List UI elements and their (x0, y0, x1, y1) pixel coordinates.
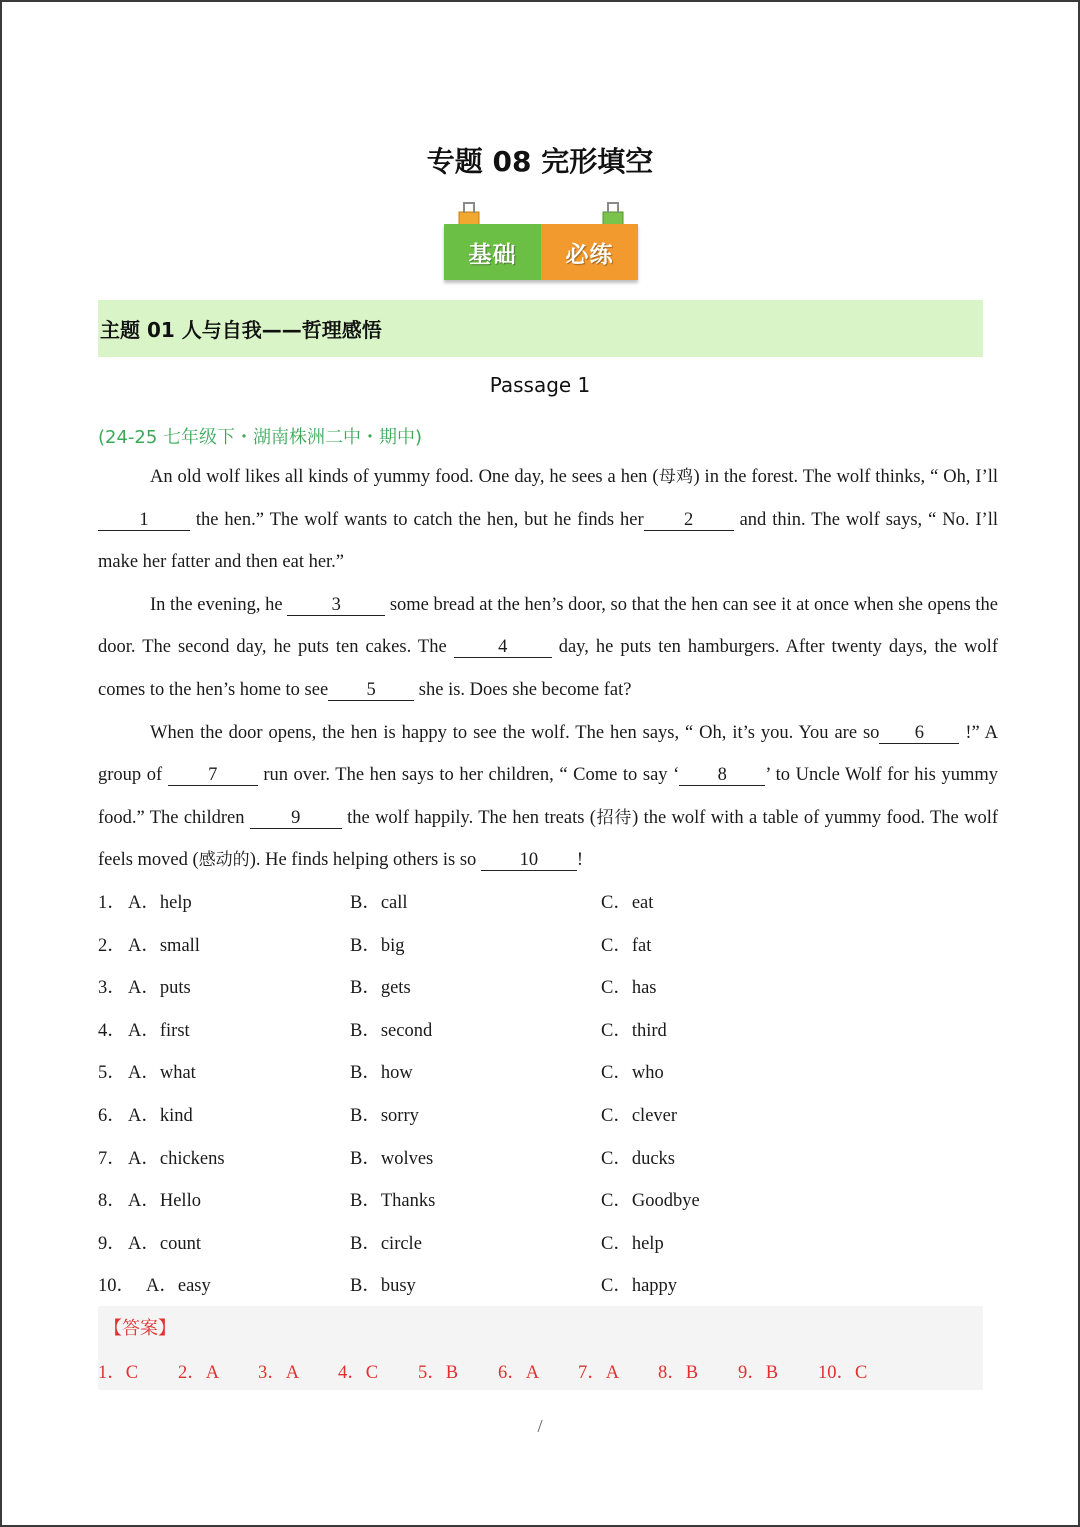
option-b[interactable]: B．Thanks (350, 1191, 436, 1212)
question-row (98, 1180, 998, 1223)
question-number: 8． (98, 1191, 126, 1212)
passage-text: When the door opens, the hen is happy to see the wolf. The hen says, “ Oh, it’s you. You are so (150, 722, 880, 743)
question-row (98, 967, 998, 1010)
answer-item: 9．B (738, 1363, 779, 1383)
topic-heading (98, 300, 983, 357)
answer-label: 【答案】 (104, 1318, 176, 1339)
option-a[interactable]: A．Hello (128, 1191, 201, 1212)
option-b[interactable]: B．gets (350, 978, 411, 999)
answer-item: 2．A (178, 1363, 220, 1383)
passage-gloss: 母鸡 (658, 467, 694, 487)
answer-item: 10．C (818, 1363, 868, 1383)
option-c[interactable]: C．eat (601, 893, 654, 913)
option-a[interactable]: A．small (128, 935, 200, 956)
option-a[interactable]: A．help (128, 893, 192, 913)
option-c[interactable]: C．fat (601, 935, 652, 956)
passage-title: Passage 1 (489, 373, 591, 397)
badge-right-text: 必练 (541, 224, 638, 280)
answer-item: 8．B (658, 1363, 699, 1383)
question-row (98, 1010, 998, 1053)
passage-text: ! (576, 850, 584, 871)
blank-3[interactable]: 3 (287, 595, 385, 616)
passage-text: ) the wolf with a table of yummy food. The wolf feels moved ( (98, 807, 998, 871)
option-c[interactable]: C．Goodbye (601, 1191, 700, 1212)
passage-text: In the evening, he (150, 594, 288, 615)
option-a[interactable]: A．count (128, 1233, 201, 1254)
blank-6[interactable]: 6 (879, 723, 959, 744)
option-a[interactable]: A．easy (146, 1276, 211, 1297)
option-b[interactable]: B．busy (350, 1276, 416, 1297)
passage-text: ). He finds helping others is so (249, 850, 481, 871)
page-number: / (537, 1416, 543, 1436)
passage-text: ) in the forest. The wolf thinks, “ Oh, I’ll (693, 467, 999, 487)
question-number: 3． (98, 978, 126, 999)
option-a[interactable]: A．what (128, 1063, 196, 1084)
passage-text: ’ to Uncle Wolf for his yummy food.” The children (98, 765, 998, 828)
option-c[interactable]: C．third (601, 1020, 667, 1041)
blank-8[interactable]: 8 (679, 765, 765, 786)
blank-1[interactable]: 1 (98, 510, 190, 531)
answer-item: 7．A (578, 1363, 620, 1383)
option-a[interactable]: A．puts (128, 978, 191, 999)
question-number: 4． (98, 1020, 126, 1041)
answer-panel (98, 1306, 983, 1390)
option-c[interactable]: C．happy (601, 1276, 678, 1297)
option-b[interactable]: B．wolves (350, 1148, 434, 1169)
answer-item: 4．C (338, 1363, 379, 1383)
paragraph-1 (98, 456, 998, 584)
basic-practice-badge (444, 200, 638, 282)
passage-text: and thin. The wolf says, “ No. I’ll make her fatter and then eat her.” (98, 509, 998, 573)
passage-gloss: 招待 (595, 807, 633, 828)
answer-item: 5．B (418, 1363, 459, 1383)
option-c[interactable]: C．who (601, 1063, 664, 1084)
badge-plate (444, 224, 638, 280)
passage-gloss: 感动的 (198, 850, 250, 871)
question-row (98, 1223, 998, 1266)
passage-body (98, 456, 998, 882)
option-a[interactable]: A．first (128, 1020, 190, 1041)
question-number: 5． (98, 1063, 126, 1084)
question-number: 6． (98, 1105, 126, 1126)
passage-text: !” A group of (98, 722, 998, 786)
blank-7[interactable]: 7 (168, 765, 258, 786)
option-c[interactable]: C．has (601, 978, 657, 999)
option-c[interactable]: C．help (601, 1233, 664, 1254)
option-b[interactable]: B．how (350, 1063, 413, 1084)
question-number: 2． (98, 935, 126, 956)
option-a[interactable]: A．kind (128, 1105, 193, 1126)
topic-text: 主题 01 人与自我——哲理感悟 (100, 318, 382, 342)
blank-5[interactable]: 5 (328, 680, 414, 701)
question-row (98, 1095, 998, 1138)
question-row (98, 1138, 998, 1181)
page-title: 专题 08 完形填空 (426, 145, 654, 178)
blank-2[interactable]: 2 (644, 510, 734, 531)
option-b[interactable]: B．call (350, 893, 408, 913)
blank-4[interactable]: 4 (454, 637, 552, 658)
option-b[interactable]: B．sorry (350, 1105, 419, 1126)
question-options (98, 882, 998, 1308)
question-number: 7． (98, 1148, 126, 1169)
option-c[interactable]: C．clever (601, 1105, 678, 1126)
passage-text: the wolf happily. The hen treats ( (341, 807, 596, 828)
answer-list (98, 1358, 983, 1384)
question-number: 10． (98, 1276, 136, 1297)
question-number: 1． (98, 893, 126, 913)
passage-text: An old wolf likes all kinds of yummy food. One day, he sees a hen ( (150, 467, 659, 487)
badge-left-text: 基础 (444, 224, 541, 280)
passage-text: the hen.” The wolf wants to catch the hen, but he finds her (190, 509, 644, 530)
passage-text: day, he puts ten hamburgers. After twenty days, the wolf comes to the hen’s home to see (98, 637, 998, 700)
paragraph-2 (98, 584, 998, 712)
option-b[interactable]: B．circle (350, 1233, 422, 1254)
passage-text: some bread at the hen’s door, so that the hen can see it at once when she opens the door. The second day, he puts ten cakes. The (98, 594, 998, 658)
blank-10[interactable]: 10 (481, 850, 577, 871)
option-c[interactable]: C．ducks (601, 1148, 676, 1169)
question-row (98, 882, 998, 925)
option-a[interactable]: A．chickens (128, 1148, 225, 1169)
question-row (98, 925, 998, 968)
paragraph-3 (98, 712, 998, 882)
question-row (98, 1265, 998, 1308)
option-b[interactable]: B．big (350, 935, 405, 956)
answer-item: 3．A (258, 1363, 300, 1383)
question-row (98, 1052, 998, 1095)
source-note: (24-25 七年级下・湖南株洲二中・期中) (98, 427, 423, 448)
blank-9[interactable]: 9 (250, 808, 342, 829)
passage-text: run over. The hen says to her children, “ Come to say ‘ (257, 765, 680, 786)
question-number: 9． (98, 1233, 126, 1254)
answer-item: 6．A (498, 1363, 540, 1383)
option-b[interactable]: B．second (350, 1020, 433, 1041)
answer-item: 1．C (98, 1363, 139, 1383)
passage-text: she is. Does she become fat? (414, 679, 632, 700)
